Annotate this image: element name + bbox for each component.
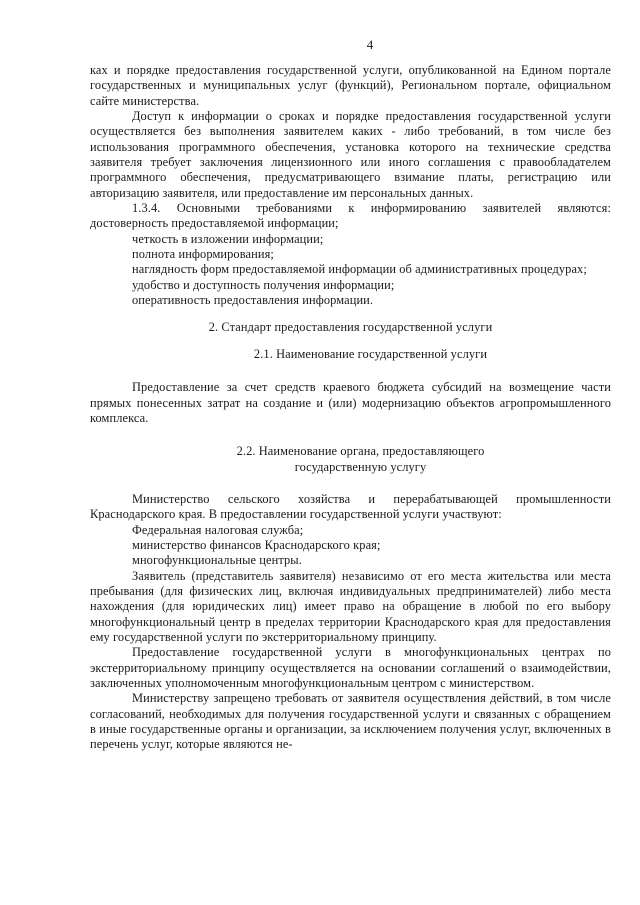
paragraph: Министерству запрещено требовать от заявителя осуществления действий, в том числе согласований, необходимых для получения государственной услуги и связанных с обращением в иные государственные органы и организации, за исключением получения услуг, включенных в перечень услуг, которые являются не- [90,691,611,752]
page-number: 4 [366,37,374,52]
paragraph: наглядность форм предоставляемой информации об административных процедурах; [132,262,587,277]
section-heading: 2. Стандарт предоставления государственной услуги [208,319,493,334]
list-item: удобство и доступность получения информации; [132,277,395,292]
paragraph: Заявитель (представитель заявителя) независимо от его места жительства или места пребывания (для физических лиц, включая индивидуальных предпринимателей) либо места нахождения (для юридических лиц) имеет право на обращение в любой по его выбору многофункциональный центр в пределах территории Краснодарского края для предоставления ему государственной услуги по экстерриториальному принципу. [90,568,611,644]
paragraph: Предоставление за счет средств краевого бюджета субсидий на возмещение части прямых понесенных затрат на создание и (или) модернизацию объектов агропромышленного комплекса. [90,380,611,425]
paragraph: ках и порядке предоставления государственной услуги, опубликованной на Едином портале государственных и муниципальных услуг (функций), Региональном портале, официальном сайте министерства. [90,63,611,108]
paragraph: Предоставление государственной услуги в многофункциональных центрах по экстерриториальному принципу осуществляется на основании соглашений о взаимодействии, заключенных уполномоченным многофункциональным центром с министерством. [90,645,611,691]
list-item: министерство финансов Краснодарского края; [132,537,381,552]
list-item: оперативность предоставления информации. [132,293,374,308]
subsection-heading [90,444,611,475]
heading-line: 2.2. Наименование органа, предоставляющего [236,444,485,459]
list-item: четкость в изложении информации; [132,231,324,246]
paragraph: 1.3.4. Основными требованиями к информированию заявителей являются: достоверность предоставляемой информации; [90,201,611,231]
subsection-heading: 2.1. Наименование государственной услуги [253,346,488,361]
paragraph: Министерство сельского хозяйства и перерабатывающей промышленности Краснодарского края. В предоставлении государственной услуги участвуют: [90,491,611,522]
list-item: многофункциональные центры. [132,553,302,568]
heading-line: государственную услугу [294,459,427,474]
document-body [90,63,611,753]
list-item: Федеральная налоговая служба; [132,522,304,537]
list-item: полнота информирования; [132,247,274,262]
paragraph: Доступ к информации о сроках и порядке предоставления государственной услуги осуществляется без выполнения заявителем каких - либо требований, в том числе без использования программного обеспечения, установка которого на технические средства заявителя требует заключения лицензионного или иного соглашения с правообладателем программного обеспечения, предусматривающего взимание платы, регистрацию или авторизацию заявителя, или предоставление им персональных данных. [90,109,611,200]
